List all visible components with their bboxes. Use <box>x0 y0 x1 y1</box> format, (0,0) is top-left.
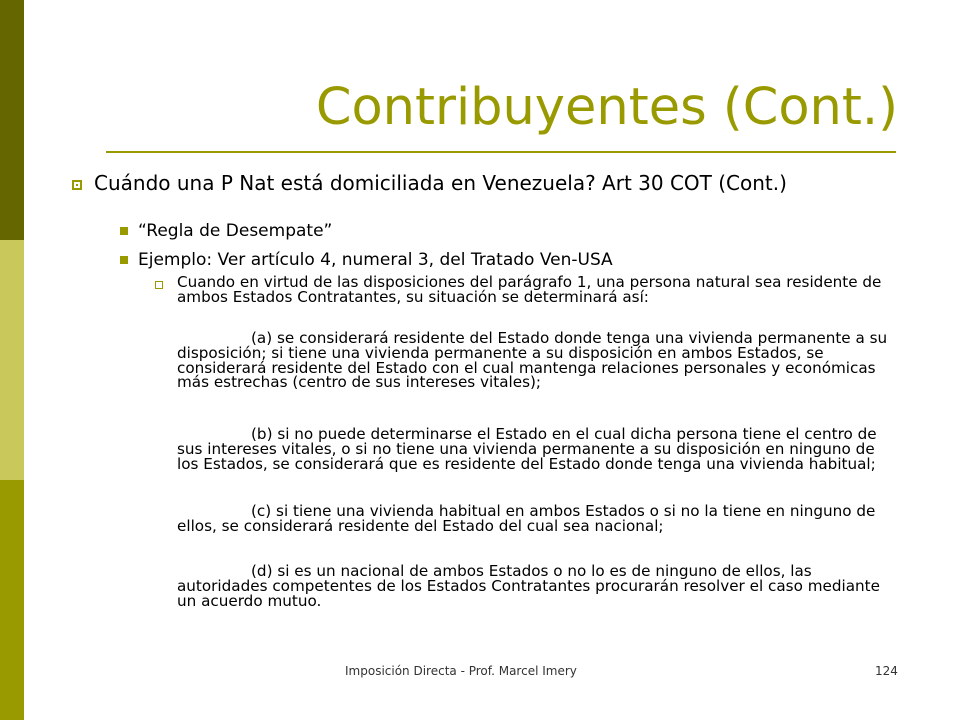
treaty-item-b <box>177 427 897 471</box>
square-bullet-icon <box>120 256 128 264</box>
treaty-item-a-text: (a) se considerará residente del Estado donde tenga una vivienda permanente a su disposición; si tiene una vivienda permanente a su disposición en ambos Estados, se considerará residente del Estado con el cual mantenga relaciones personales y económicas más estrechas (centro de sus intereses vitales); <box>177 329 888 392</box>
bullet-sub-ejemplo: Ejemplo: Ver artículo 4, numeral 3, del Tratado Ven-USA <box>138 250 613 270</box>
treaty-lead-text: Cuando en virtud de las disposiciones del parágrafo 1, una persona natural sea residente de ambos Estados Contratantes, su situación se determinará así: <box>177 273 882 306</box>
square-bullet-icon <box>120 227 128 235</box>
bullet-sub-regla: “Regla de Desempate” <box>138 221 333 241</box>
treaty-item-d-text: (d) si es un nacional de ambos Estados o no lo es de ninguno de ellos, las autoridades competentes de los Estados Contratantes procurarán resolver el caso mediante un acuerdo mutuo. <box>177 562 880 610</box>
treaty-item-c <box>177 504 897 534</box>
hollow-square-bullet-icon <box>155 281 163 289</box>
page-number: 124 <box>875 664 898 678</box>
footer-text: Imposición Directa - Prof. Marcel Imery <box>345 664 577 678</box>
treaty-item-d <box>177 564 897 608</box>
treaty-item-a <box>177 331 897 390</box>
treaty-item-b-text: (b) si no puede determinarse el Estado en el cual dicha persona tiene el centro de sus intereses vitales, o si no tiene una vivienda permanente a su disposición en ninguno de los Estados, se considerará que es residente del Estado donde tenga una vivienda habitual; <box>177 425 877 473</box>
slide-title: Contribuyentes (Cont.) <box>315 78 898 137</box>
treaty-item-c-text: (c) si tiene una vivienda habitual en ambos Estados o si no la tiene en ninguno de ellos, se considerará residente del Estado del cual sea nacional; <box>177 502 876 535</box>
bullet-main: Cuándo una P Nat está domiciliada en Venezuela? Art 30 COT (Cont.) <box>94 171 787 195</box>
hollow-square-bullet-icon <box>72 180 82 190</box>
